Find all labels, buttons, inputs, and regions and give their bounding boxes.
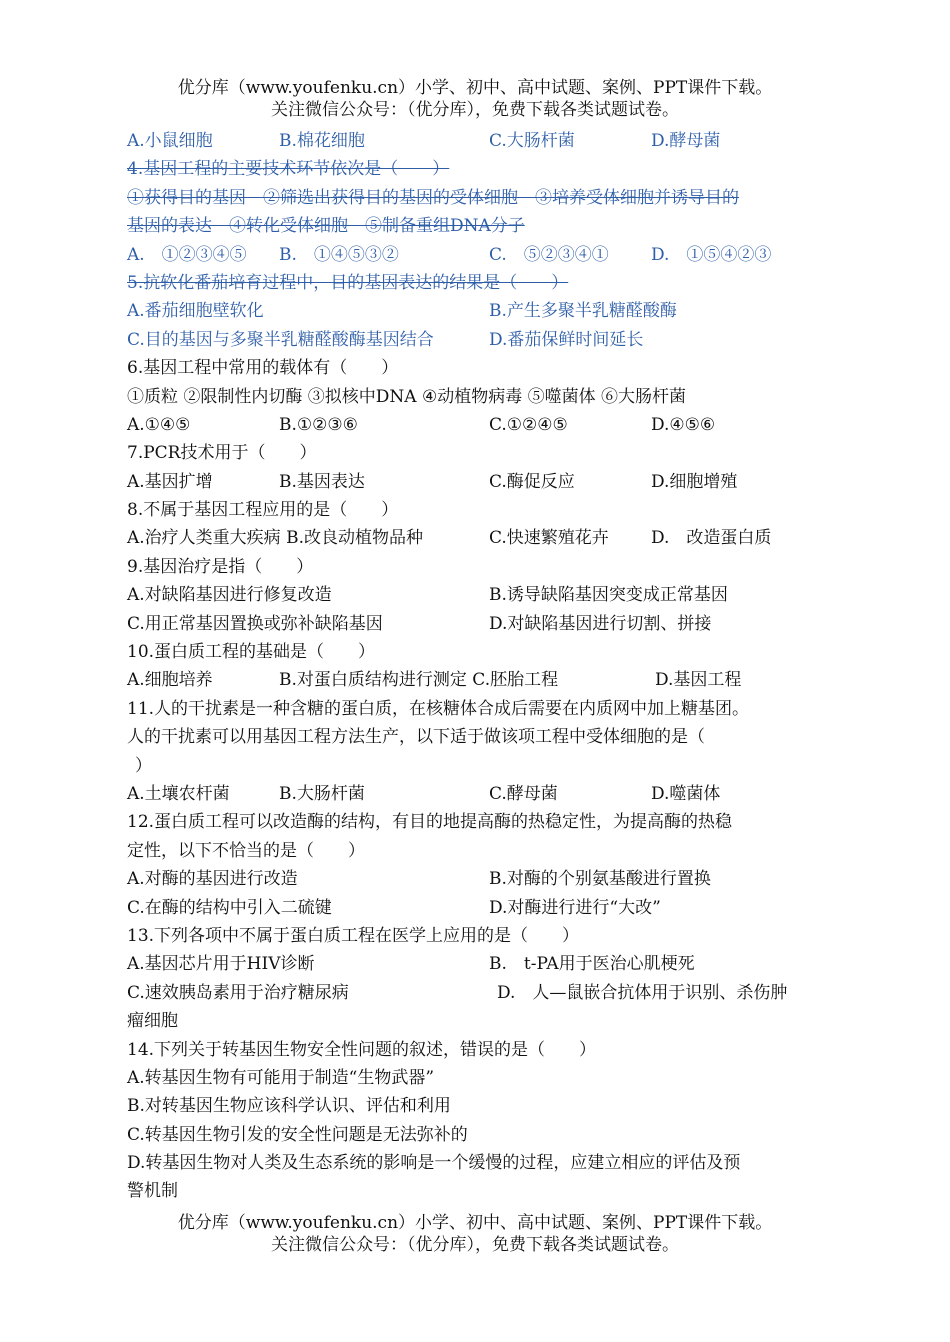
- option-b: B.大肠杆菌: [279, 783, 365, 804]
- q12-stem-1: 12.蛋白质工程可以改造酶的结构，有目的地提高酶的热稳定性，为提高酶的热稳: [127, 812, 733, 833]
- option-d: D.对缺陷基因进行切割、拼接: [489, 613, 712, 634]
- q4-items-struck-1: ①获得目的基因 ②筛选出获得目的基因的受体细胞 ③培养受体细胞并诱导目的: [127, 187, 739, 208]
- option-d: D.④⑤⑥: [651, 414, 716, 435]
- option-d: D.基因工程: [655, 670, 742, 691]
- option-a: A.①④⑤: [127, 414, 191, 435]
- q4-options-struck: [127, 241, 827, 269]
- paren-close: ）: [135, 755, 152, 776]
- option-c: C.目的基因与多聚半乳糖醛酸酶基因结合: [127, 329, 434, 350]
- q11-stem-3: [127, 752, 827, 780]
- option-c: C. ⑤②③④①: [489, 244, 609, 265]
- option-d: D. 人—鼠嵌合抗体用于识别、杀伤肿: [497, 982, 788, 1003]
- q14-option-d: D.转基因生物对人类及生态系统的影响是一个缓慢的过程，应建立相应的评估及预: [127, 1153, 741, 1174]
- option-c: C.用正常基因置换或弥补缺陷基因: [127, 613, 383, 634]
- q14-option-c: C.转基因生物引发的安全性问题是无法弥补的: [127, 1124, 468, 1145]
- option-d: D.细胞增殖: [651, 471, 738, 492]
- option-a: A.土壤农杆菌: [127, 783, 230, 804]
- option-b: B.棉花细胞: [279, 131, 365, 151]
- q5-options-struck-2: [127, 326, 827, 354]
- q8-stem: 8.不属于基因工程应用的是（ ）: [127, 500, 399, 521]
- option-b: B. t-PA用于医治心肌梗死: [489, 954, 695, 975]
- option-c: C.①②④⑤: [489, 414, 568, 435]
- q14-stem: 14.下列关于转基因生物安全性问题的叙述，错误的是（ ）: [127, 1039, 597, 1060]
- option-a: A.基因扩增: [127, 471, 213, 492]
- q14-option-d-cont: 警机制: [127, 1181, 178, 1202]
- q6-items: ①质粒 ②限制性内切酶 ③拟核中DNA ④动植物病毒 ⑤噬菌体 ⑥大肠杆菌: [127, 386, 687, 407]
- page-footer-line-2: 关注微信公众号：（优分库），免费下载各类试题试卷。: [271, 1235, 679, 1255]
- option-c: C.速效胰岛素用于治疗糖尿病: [127, 982, 349, 1003]
- question-list: [127, 127, 827, 1206]
- option-d: D.噬菌体: [651, 783, 721, 804]
- q11-stem-2: 人的干扰素可以用基因工程方法生产，以下适于做该项工程中受体细胞的是（: [127, 727, 705, 748]
- option-a: A.细胞培养: [127, 670, 213, 691]
- option-b: B. ①④⑤③②: [279, 244, 399, 265]
- option-b: B.①②③⑥: [279, 414, 358, 435]
- q14-option-b: B.对转基因生物应该科学认识、评估和利用: [127, 1096, 451, 1117]
- option-b: B.基因表达: [279, 471, 365, 492]
- q10-stem: 10.蛋白质工程的基础是（ ）: [127, 642, 376, 663]
- q11-stem-1: 11.人的干扰素是一种含糖的蛋白质，在核糖体合成后需要在内质网中加上糖基团。: [127, 698, 750, 719]
- page-header-line-2: 关注微信公众号：（优分库），免费下载各类试题试卷。: [271, 100, 679, 120]
- q12-options-2: [127, 894, 827, 922]
- q9-stem: 9.基因治疗是指（ ）: [127, 556, 314, 577]
- q13-stem: 13.下列各项中不属于蛋白质工程在医学上应用的是（ ）: [127, 925, 580, 946]
- q8-options: [127, 524, 827, 552]
- q5-stem-struck: 5.抗软化番茄培育过程中，目的基因表达的结果是（ ）: [127, 272, 569, 293]
- option-a: A.对酶的基因进行改造: [127, 869, 298, 890]
- option-d: D. 改造蛋白质: [651, 528, 772, 549]
- option-c: C.在酶的结构中引入二硫键: [127, 897, 332, 918]
- option-b-c: B.对蛋白质结构进行测定 C.胚胎工程: [279, 670, 559, 691]
- q3-options-struck: [127, 127, 827, 155]
- q5-options-struck-1: [127, 297, 827, 325]
- q4-stem-struck: 4.基因工程的主要技术环节依次是（ ）: [127, 159, 450, 180]
- q6-stem: 6.基因工程中常用的载体有（ ）: [127, 358, 399, 379]
- q13-options-2: [127, 979, 827, 1007]
- q4-items-struck-2: 基因的表达 ④转化受体细胞 ⑤制备重组DNA分子: [127, 216, 525, 237]
- q9-options-2: [127, 610, 827, 638]
- option-b: B.对酶的个别氨基酸进行置换: [489, 869, 711, 890]
- option-a: A.番茄细胞壁软化: [127, 301, 264, 322]
- option-c: C.大肠杆菌: [489, 131, 575, 151]
- q7-options: [127, 468, 827, 496]
- option-d: D.对酶进行进行“大改”: [489, 897, 661, 918]
- q13-options-1: [127, 950, 827, 978]
- option-a: A.对缺陷基因进行修复改造: [127, 585, 332, 606]
- page-header-line-1: 优分库（www.youfenku.cn）小学、初中、高中试题、案例、PPT课件下载。: [177, 78, 773, 98]
- q10-options: [127, 666, 827, 694]
- option-a: A.基因芯片用于HIV诊断: [127, 954, 315, 975]
- option-d: D.酵母菌: [651, 131, 721, 151]
- q12-stem-2: 定性，以下不恰当的是（ ）: [127, 840, 365, 861]
- option-a-b: A.治疗人类重大疾病 B.改良动植物品种: [127, 528, 423, 549]
- q6-options: [127, 411, 827, 439]
- page-footer-line-1: 优分库（www.youfenku.cn）小学、初中、高中试题、案例、PPT课件下载。: [177, 1213, 773, 1233]
- option-d: D.番茄保鲜时间延长: [489, 329, 644, 350]
- q14-option-a: A.转基因生物有可能用于制造“生物武器”: [127, 1067, 435, 1088]
- q7-stem: 7.PCR技术用于（ ）: [127, 443, 317, 464]
- option-c: C.快速繁殖花卉: [489, 528, 609, 549]
- option-c: C.酵母菌: [489, 783, 558, 804]
- q12-options-1: [127, 865, 827, 893]
- option-b: B.产生多聚半乳糖醛酸酶: [489, 301, 677, 322]
- q11-options: [127, 780, 827, 808]
- option-a: A. ①②③④⑤: [127, 244, 247, 265]
- option-c: C.酶促反应: [489, 471, 575, 492]
- option-d: D. ①⑤④②③: [651, 244, 772, 265]
- option-a: A.小鼠细胞: [127, 131, 213, 151]
- q9-options-1: [127, 581, 827, 609]
- q13-option-d-cont: 瘤细胞: [127, 1011, 178, 1032]
- option-b: B.诱导缺陷基因突变成正常基因: [489, 585, 728, 606]
